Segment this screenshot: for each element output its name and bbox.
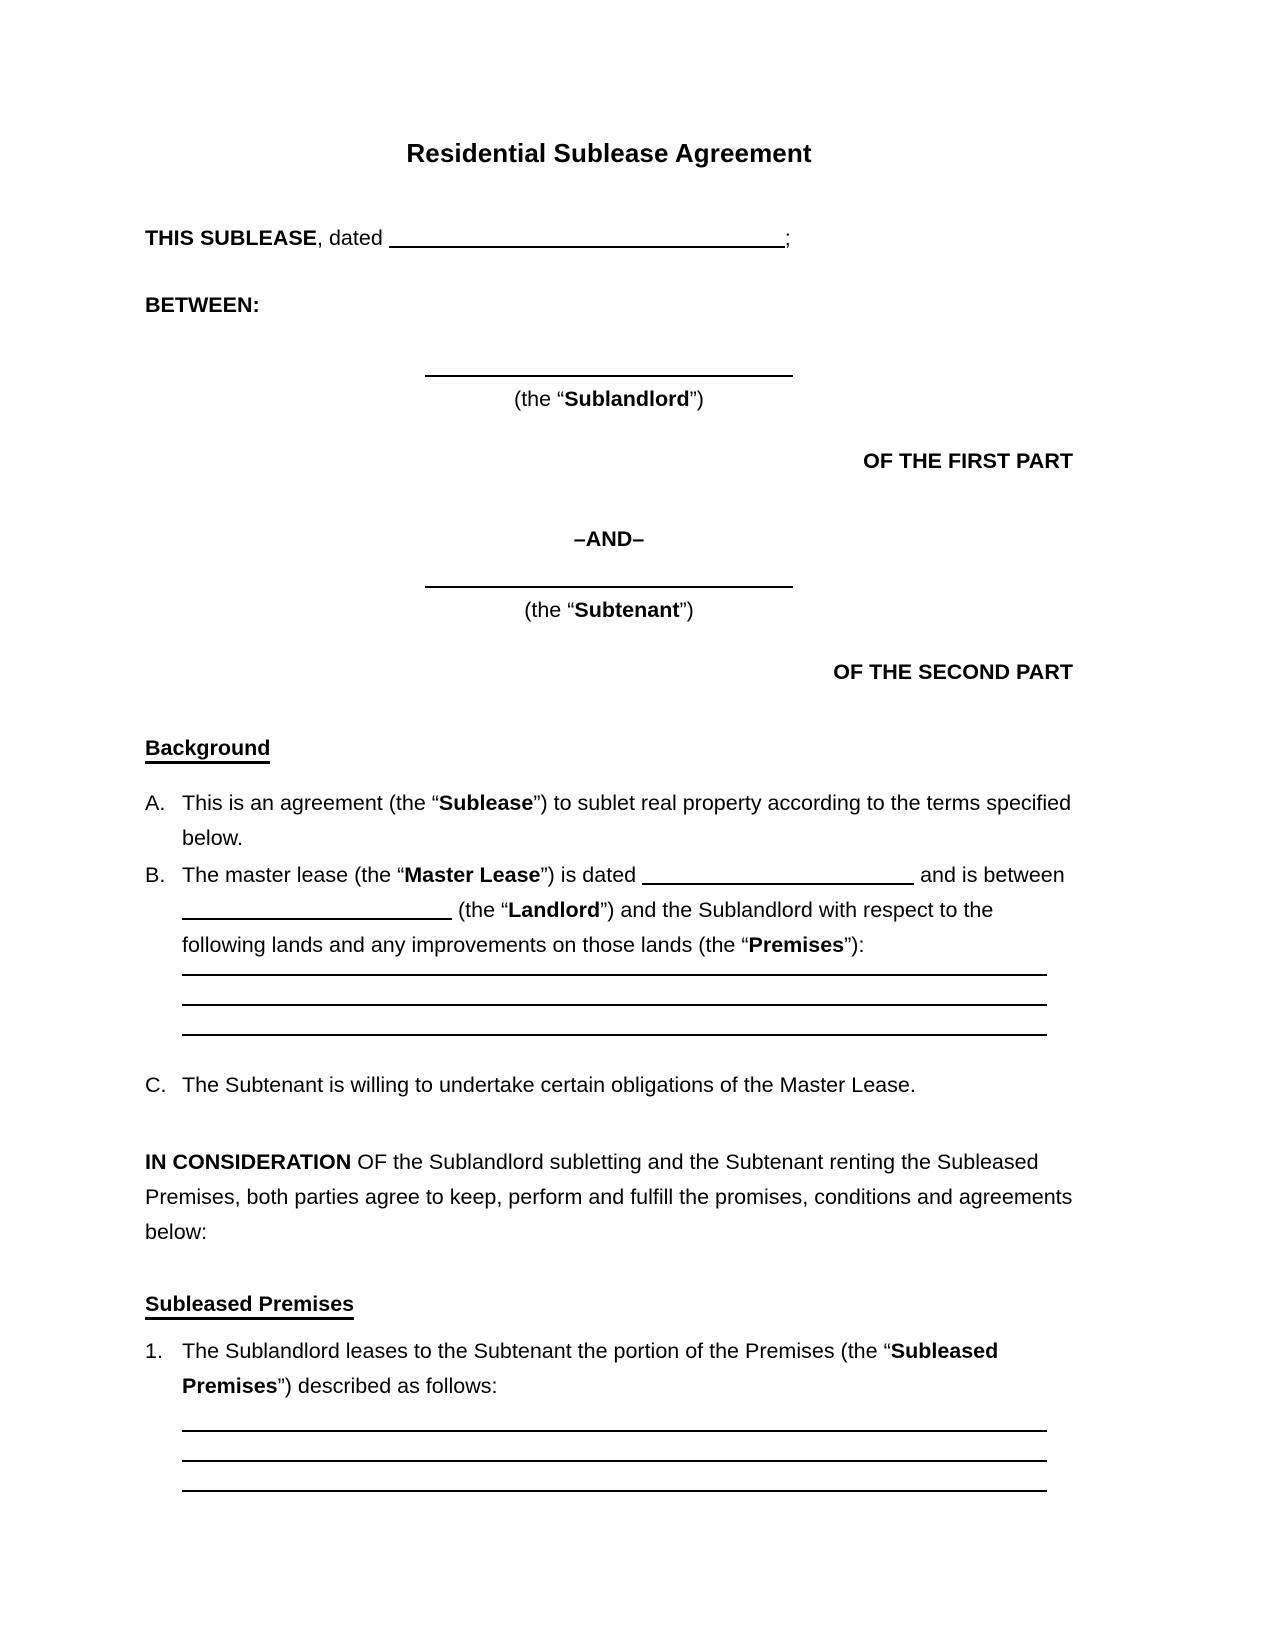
of-the-first-part-label: OF THE FIRST PART xyxy=(863,449,1073,474)
background-heading-text: Background xyxy=(145,736,270,764)
defined-term: Sublease xyxy=(438,791,534,816)
defined-term: Premises xyxy=(748,932,845,957)
background-list xyxy=(145,786,1073,1103)
background-heading xyxy=(145,732,1073,764)
caption-prefix: (the “ xyxy=(514,386,565,411)
subleased-premises-blank-line[interactable] xyxy=(182,1460,1047,1462)
body-text: ”): xyxy=(844,932,865,957)
body-text: and is between xyxy=(914,863,1065,887)
between-label: BETWEEN: xyxy=(145,293,260,318)
premises-blank-line[interactable] xyxy=(182,1034,1047,1036)
body-text: ”) and the Sublandlord with respect to the following lands and any improvements on those lands (the “ xyxy=(182,897,994,957)
subleased-premises-item-1 xyxy=(145,1334,1073,1404)
sublandlord-term: Sublandlord xyxy=(564,386,690,411)
body-text: The Sublandlord leases to the Subtenant the portion of the Premises (the “ xyxy=(182,1339,891,1364)
subtenant-term: Subtenant xyxy=(574,597,680,622)
caption-prefix: (the “ xyxy=(524,597,575,622)
subleased-premises-blank-line[interactable] xyxy=(182,1430,1047,1432)
defined-term: Landlord xyxy=(508,897,601,922)
page-content xyxy=(145,0,1073,1492)
premises-description-blank-lines xyxy=(182,974,1073,1036)
sublandlord-name-blank[interactable] xyxy=(425,375,793,377)
background-item-b xyxy=(145,858,1073,962)
subleased-premises-list xyxy=(145,1334,1073,1492)
background-item-c-marker: C. xyxy=(145,1073,167,1098)
subleased-premises-item-1-marker: 1. xyxy=(145,1339,163,1364)
caption-suffix: ”) xyxy=(679,597,694,622)
background-item-a-text xyxy=(182,791,1071,850)
inline-blank-field[interactable] xyxy=(642,861,914,885)
defined-term: Subleased Premises xyxy=(182,1339,999,1398)
body-text: (the “ xyxy=(452,897,509,922)
subtenant-signature-block xyxy=(145,586,1073,626)
subleased-premises-item-1-text xyxy=(182,1339,998,1398)
date-blank-field[interactable] xyxy=(389,224,785,248)
subleased-premises-heading-text: Subleased Premises xyxy=(145,1292,354,1320)
subtenant-caption xyxy=(145,594,1073,626)
subtenant-name-blank[interactable] xyxy=(425,586,793,588)
in-consideration-label: IN CONSIDERATION xyxy=(145,1150,352,1175)
background-item-c-text xyxy=(182,1073,916,1097)
body-text: The master lease (the “ xyxy=(182,863,405,887)
body-text: ”) to sublet real property according to the terms specified below. xyxy=(182,791,1072,851)
intro-trailing-semicolon: ; xyxy=(784,226,791,251)
body-text: The Subtenant is willing to undertake certain obligations of the Master Lease. xyxy=(182,1073,916,1098)
defined-term: Master Lease xyxy=(404,863,541,887)
subleased-premises-blank-lines xyxy=(182,1430,1073,1492)
background-item-b-marker: B. xyxy=(145,863,166,887)
and-separator: –AND– xyxy=(573,527,645,552)
dated-text: , dated xyxy=(317,226,383,251)
sublease-date-line xyxy=(145,221,1073,256)
of-the-second-part-label: OF THE SECOND PART xyxy=(833,659,1073,684)
background-item-b-text xyxy=(182,863,1065,957)
consideration-text: OF the Sublandlord subletting and the Subtenant renting the Subleased Premises, both parties agree to keep, perform and fulfill the promises, conditions and agreements below: xyxy=(145,1150,1073,1244)
premises-blank-line[interactable] xyxy=(182,974,1047,976)
consideration-paragraph xyxy=(145,1145,1073,1249)
inline-blank-field[interactable] xyxy=(182,896,452,920)
premises-blank-line[interactable] xyxy=(182,1004,1047,1006)
page-title: Residential Sublease Agreement xyxy=(406,138,812,168)
background-item-a-marker: A. xyxy=(145,791,166,816)
body-text: ”) described as follows: xyxy=(277,1373,498,1398)
sublandlord-signature-block xyxy=(145,375,1073,415)
this-sublease-label: THIS SUBLEASE xyxy=(145,226,318,251)
caption-suffix: ”) xyxy=(689,386,704,411)
subleased-premises-heading xyxy=(145,1288,1073,1320)
background-item-a xyxy=(145,786,1073,856)
body-text: This is an agreement (the “ xyxy=(182,791,439,816)
body-text: ”) is dated xyxy=(540,863,643,887)
background-item-c xyxy=(145,1068,1073,1103)
sublandlord-caption xyxy=(145,383,1073,415)
subleased-premises-blank-line[interactable] xyxy=(182,1490,1047,1492)
